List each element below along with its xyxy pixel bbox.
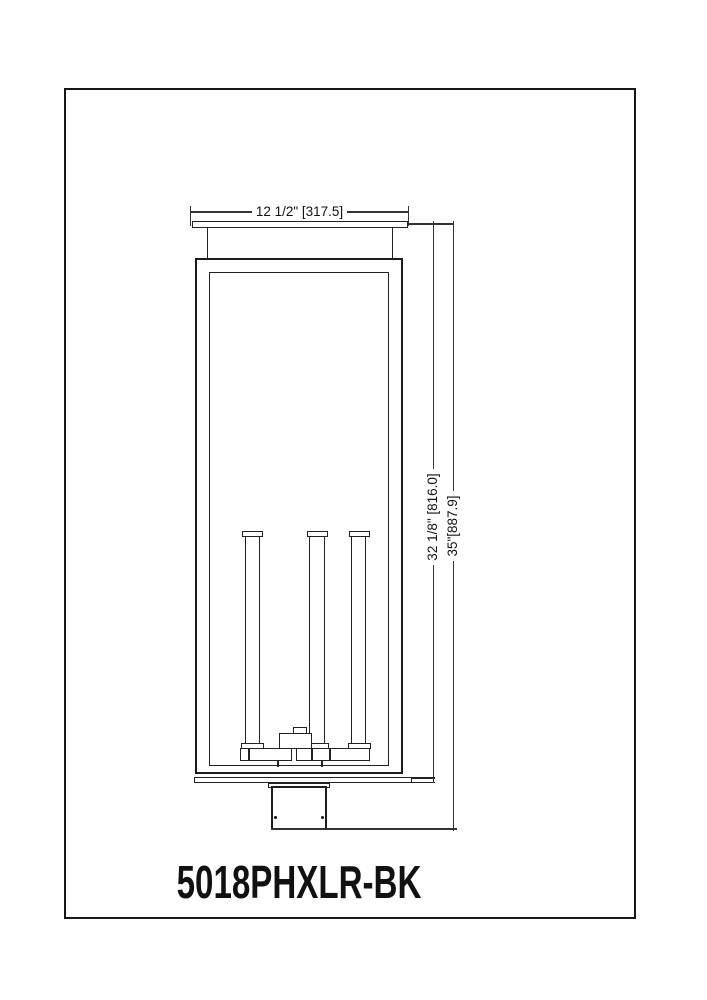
support-stem-right (321, 760, 323, 767)
bottom-extension-line (271, 828, 457, 830)
arm-right-divider-1 (311, 748, 313, 761)
screw-right (321, 816, 324, 819)
screw-left (274, 816, 277, 819)
total-height-dimension-label: 35"[887.9] (444, 466, 462, 586)
candle-tube-center (309, 536, 325, 745)
candle-tube-right (351, 536, 366, 745)
cluster-arm-right (296, 748, 370, 761)
candle-tube-left (245, 536, 260, 745)
cluster-hub (279, 733, 312, 749)
plate-ext-bottom (411, 782, 435, 784)
plate-ext-top (411, 777, 435, 779)
arm-right-divider-2 (329, 748, 331, 761)
cap-neck (207, 227, 393, 259)
support-stem-left (277, 760, 279, 767)
width-dimension-label: 12 1/2" [317.5] (190, 203, 409, 221)
body-height-dimension-label: 32 1/8" [816.0] (424, 457, 442, 577)
model-number-label: 5018PHXLR-BK (176, 856, 422, 908)
post-mount-box (271, 786, 327, 830)
top-extension-line (408, 223, 454, 225)
arm-left-divider (248, 748, 250, 761)
